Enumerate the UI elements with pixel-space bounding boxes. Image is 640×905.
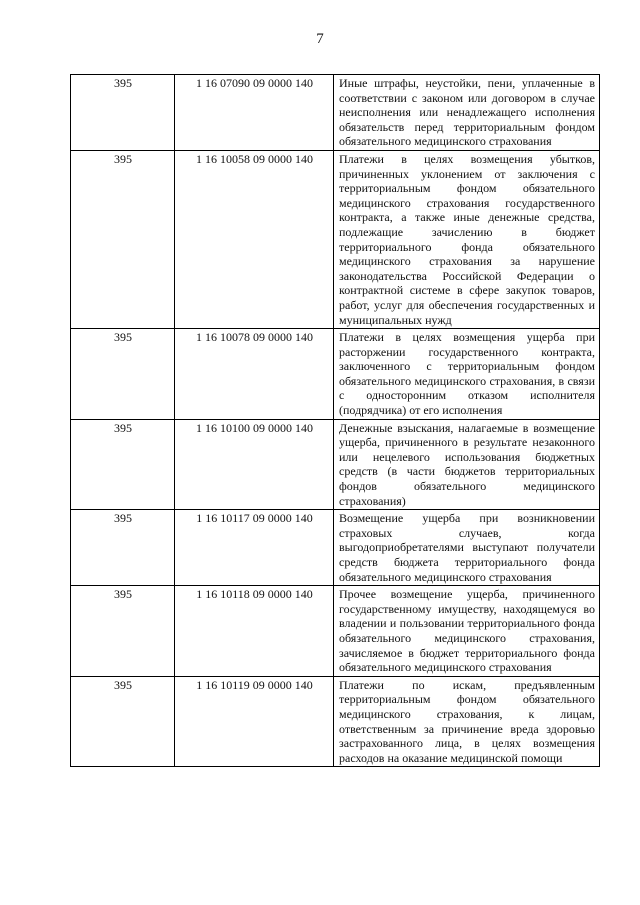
administrator-code-cell: 395	[71, 75, 175, 151]
page-number: 7	[316, 31, 324, 47]
table-row	[71, 329, 600, 420]
table-row	[71, 586, 600, 677]
administrator-code-cell: 395	[71, 510, 175, 586]
revenue-description-cell: Денежные взыскания, налагаемые в возмещение ущерба, причиненного в результате незаконного или нецелевого использования бюджетных средств (в части бюджетов территориальных фондов обязательного медицинского страхования)	[334, 419, 600, 510]
budget-classification-code-cell: 1 16 10118 09 0000 140	[175, 586, 334, 677]
administrator-code-cell: 395	[71, 419, 175, 510]
budget-classification-code-cell: 1 16 10119 09 0000 140	[175, 676, 334, 767]
budget-classification-code-cell: 1 16 10078 09 0000 140	[175, 329, 334, 420]
table-row	[71, 676, 600, 767]
revenue-description-cell: Платежи в целях возмещения ущерба при расторжении государственного контракта, заключенного с территориальным фондом обязательного медицинского страхования, в связи с односторонним отказом исполнителя (подрядчика) от его исполнения	[334, 329, 600, 420]
administrator-code-cell: 395	[71, 329, 175, 420]
budget-classification-code-cell: 1 16 10100 09 0000 140	[175, 419, 334, 510]
administrator-code-cell: 395	[71, 676, 175, 767]
table-row	[71, 510, 600, 586]
budget-classification-code-cell: 1 16 10058 09 0000 140	[175, 150, 334, 328]
revenue-description-cell: Платежи по искам, предъявленным территориальным фондом обязательного медицинского страхования, к лицам, ответственным за причинение вреда здоровью застрахованного лица, в целях возмещения расходов на оказание медицинской помощи	[334, 676, 600, 767]
revenue-description-cell: Возмещение ущерба при возникновении страховых случаев, когда выгодоприобретателями выступают получатели средств бюджета территориального фонда обязательного медицинского страхования	[334, 510, 600, 586]
revenue-description-cell: Прочее возмещение ущерба, причиненного государственному имуществу, находящемуся во владении и пользовании территориального фонда обязательного медицинского страхования, зачисляемое в бюджет территориального фонда обязательного медицинского страхования	[334, 586, 600, 677]
administrator-code-cell: 395	[71, 586, 175, 677]
revenue-description-cell: Платежи в целях возмещения убытков, причиненных уклонением от заключения с территориальным фондом обязательного медицинского страхования государственного контракта, а также иные денежные средства, подлежащие зачислению в бюджет территориального фонда обязательного медицинского страхования за нарушение законодательства Российской Федерации о контрактной системе в сфере закупок товаров, работ, услуг для обеспечения государственных и муниципальных нужд	[334, 150, 600, 328]
table-row	[71, 150, 600, 328]
budget-classification-code-cell: 1 16 07090 09 0000 140	[175, 75, 334, 151]
administrator-code-cell: 395	[71, 150, 175, 328]
revenue-description-cell: Иные штрафы, неустойки, пени, уплаченные в соответствии с законом или договором в случае неисполнения или ненадлежащего исполнения обязательств перед территориальным фондом обязательного медицинского страхования	[334, 75, 600, 151]
table-row	[71, 419, 600, 510]
table-row	[71, 75, 600, 151]
budget-classification-code-cell: 1 16 10117 09 0000 140	[175, 510, 334, 586]
revenue-codes-table	[70, 74, 600, 767]
